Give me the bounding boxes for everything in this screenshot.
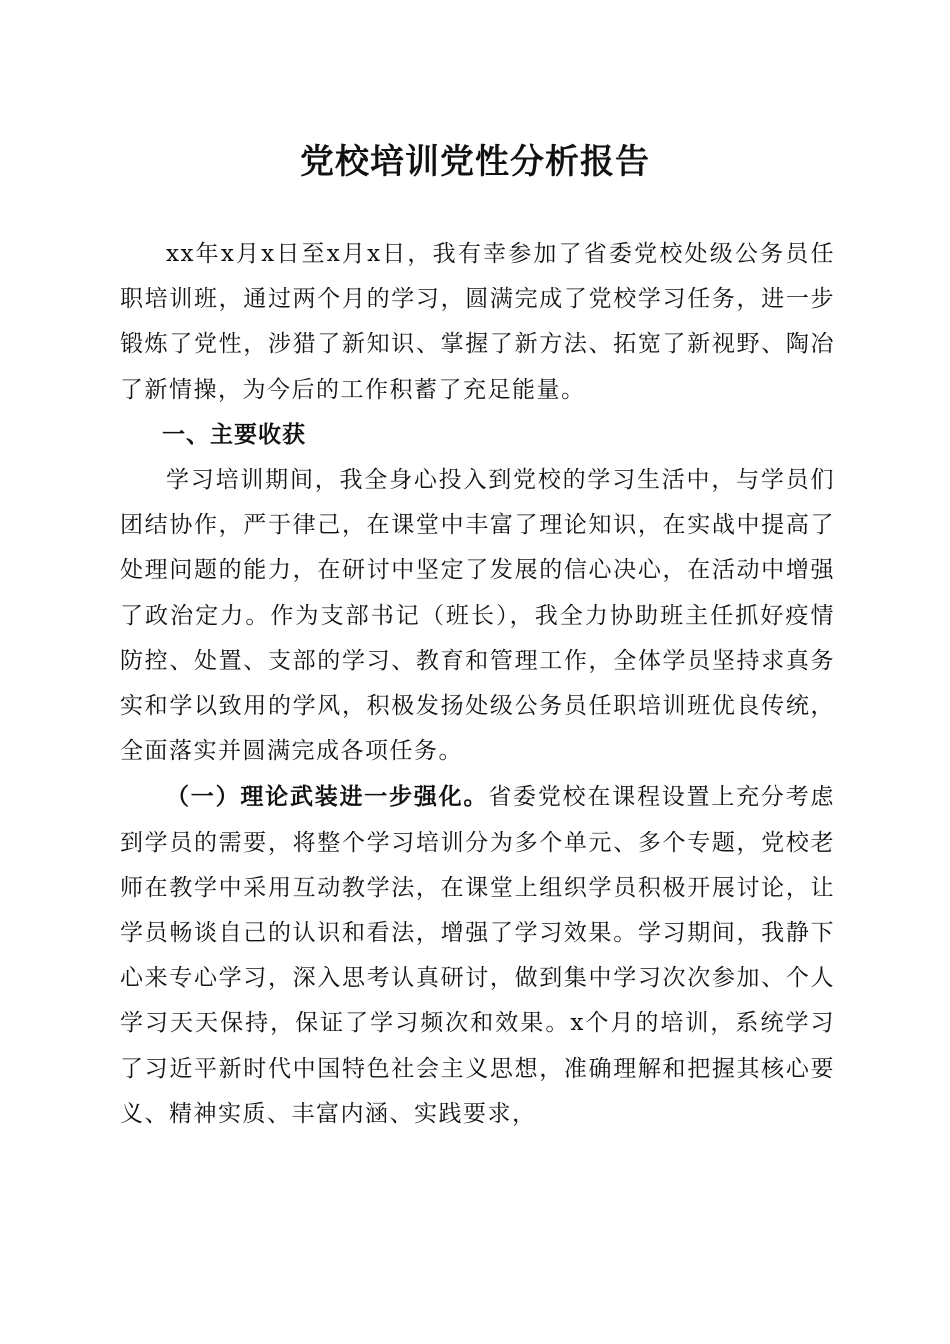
subsection-paragraph — [120, 774, 835, 1137]
section-heading: 一、主要收获 — [162, 421, 306, 448]
subsection-text: 省委党校在课程设置上充分考虑到学员的需要，将整个学习培训分为多个单元、多个专题，党校老师在教学中采用互动教学法，在课堂上组织学员积极开展讨论，让学员畅谈自己的认识和看法，增强了学习效果。学习期间，我静下心来专心学习，深入思考认真研讨，做到集中学习次次参加、个人学习天天保持，保证了学习频次和效果。x个月的培训，系统学习了习近平新时代中国特色社会主义思想，准确理解和把握其核心要义、精神实质、丰富内涵、实践要求， — [120, 784, 836, 1127]
subsection-lead: （一）理论武装进一步强化。 — [166, 783, 489, 811]
document-body — [120, 232, 835, 1137]
document-title: 党校培训党性分析报告 — [300, 142, 650, 182]
section-paragraph: 学习培训期间，我全身心投入到党校的学习生活中，与学员们团结协作，严于律己，在课堂中丰富了理论知识，在实战中提高了处理问题的能力，在研讨中坚定了发展的信心决心，在活动中增强了政治定力。作为支部书记（班长），我全力协助班主任抓好疫情防控、处置、支部的学习、教育和管理工作，全体学员坚持求真务实和学以致用的学风，积极发扬处级公务员任职培训班优良传统，全面落实并圆满完成各项任务。 — [120, 467, 835, 765]
intro-paragraph: xx年x月x日至x月x日，我有幸参加了省委党校处级公务员任职培训班，通过两个月的学习，圆满完成了党校学习任务，进一步锻炼了党性，涉猎了新知识、掌握了新方法、拓宽了新视野、陶冶了新情操，为今后的工作积蓄了充足能量。 — [120, 241, 835, 403]
